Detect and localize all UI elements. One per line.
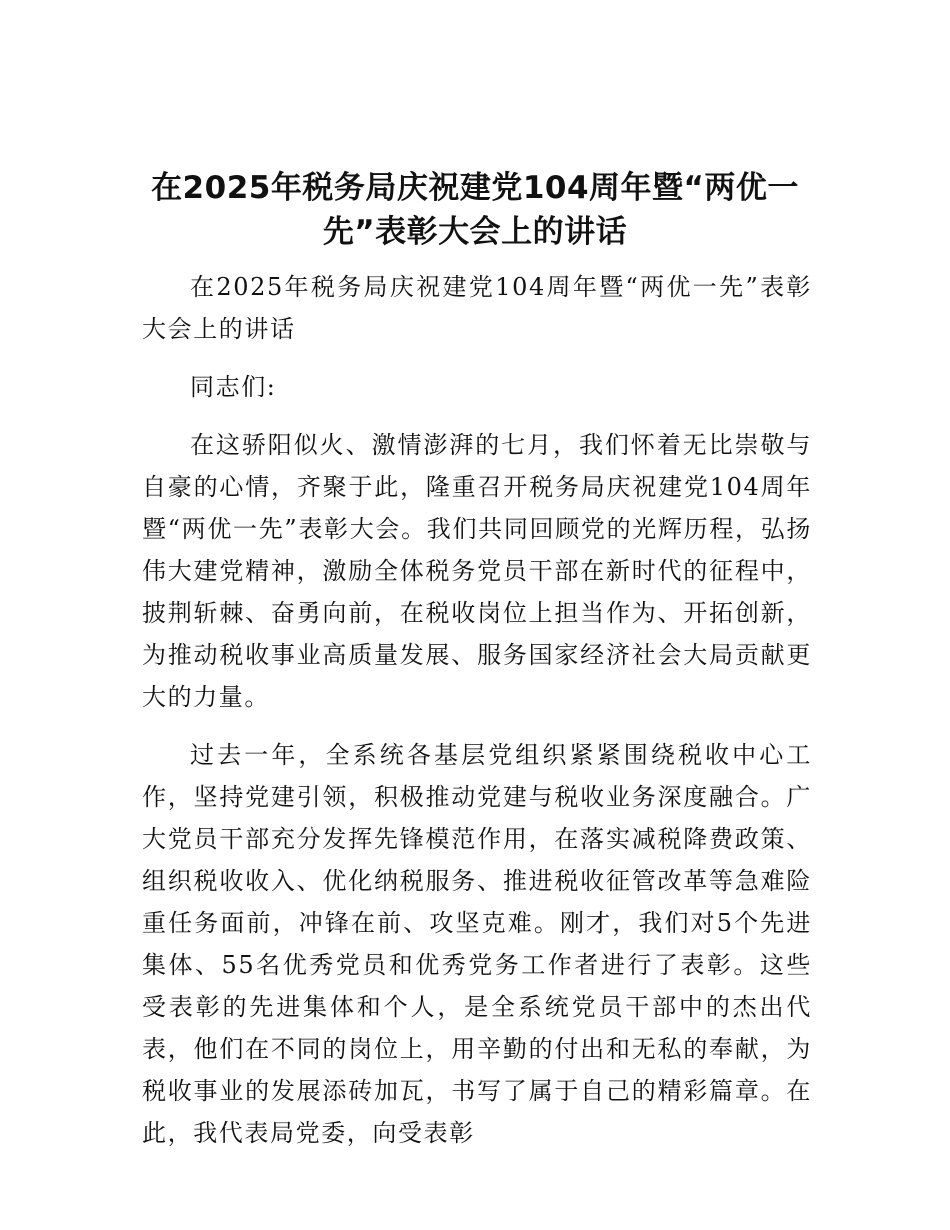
salutation-paragraph: 同志们: [190,373,277,401]
subtitle-paragraph: 在2025年税务局庆祝建党104周年暨“两优一先”表彰大会上的讲话 [142,273,812,343]
document-title: 在2025年税务局庆祝建党104周年暨“两优一先”表彰大会上的讲话 [151,170,799,250]
document-body [142,266,812,1170]
body-paragraph: 在这骄阳似火、激情澎湃的七月，我们怀着无比崇敬与自豪的心情，齐聚于此，隆重召开税务局庆祝建党104周年暨“两优一先”表彰大会。我们共同回顾党的光辉历程，弘扬伟大建党精神，激励全体税务党员干部在新时代的征程中，披荆斩棘、奋勇向前，在税收岗位上担当作为、开拓创新，为推动税收事业高质量发展、服务国家经济社会大局贡献更大的力量。 [142,431,812,711]
body-paragraph: 过去一年，全系统各基层党组织紧紧围绕税收中心工作，坚持党建引领，积极推动党建与税收业务深度融合。广大党员干部充分发挥先锋模范作用，在落实减税降费政策、组织税收收入、优化纳税服务、推进税收征管改革等急难险重任务面前，冲锋在前、攻坚克难。刚才，我们对5个先进集体、55名优秀党员和优秀党务工作者进行了表彰。这些受表彰的先进集体和个人，是全系统党员干部中的杰出代表，他们在不同的岗位上，用辛勤的付出和无私的奉献，为税收事业的发展添砖加瓦，书写了属于自己的精彩篇章。在此，我代表局党委，向受表彰 [142,741,812,1147]
